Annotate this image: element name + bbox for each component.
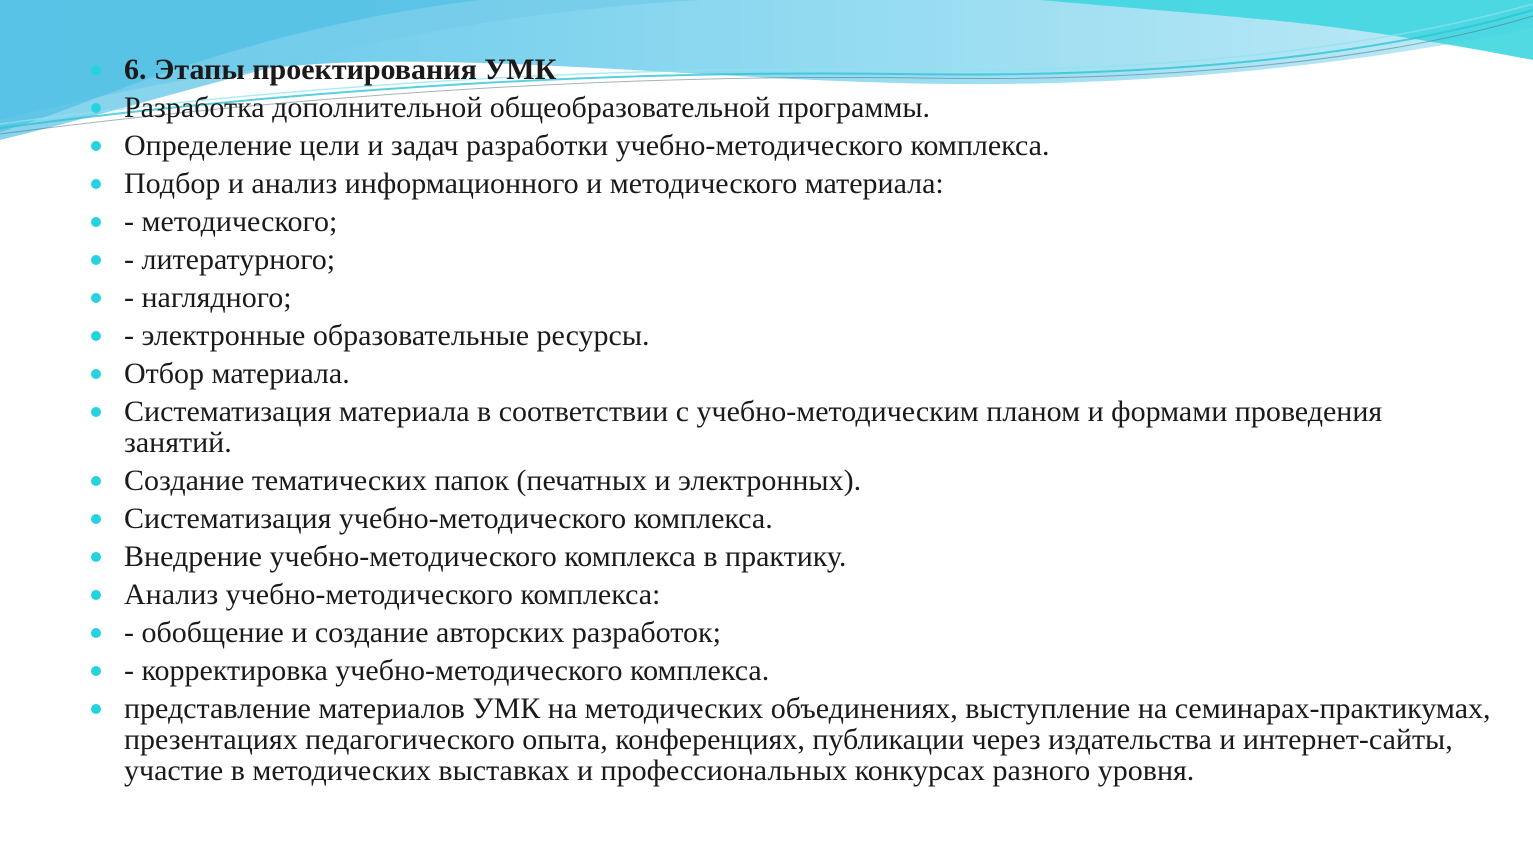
bullet-icon — [91, 590, 101, 600]
list-item — [0, 244, 1533, 275]
list-item — [0, 655, 1533, 686]
bullet-icon — [91, 628, 101, 638]
bullet-text: Определение цели и задач разработки учебно-методического комплекса. — [124, 129, 1050, 162]
bullet-text: представление материалов УМК на методических объединениях, выступление на семинарах-практикумах, презентациях педагогического опыта, конференциях, публикации через издательства и интернет-сайты, участие в методических выставках и профессиональных конкурсах разного уровня. — [124, 692, 1491, 787]
bullet-text: Подбор и анализ информационного и методического материала: — [124, 167, 944, 200]
bullet-text: Анализ учебно-методического комплекса: — [124, 578, 661, 611]
list-item — [0, 206, 1533, 237]
list-item — [0, 358, 1533, 389]
bullet-icon — [91, 476, 101, 486]
bullet-icon — [91, 255, 101, 265]
bullet-icon — [91, 407, 101, 417]
bullet-text: - наглядного; — [124, 281, 292, 314]
bullet-text: 6. Этапы проектирования УМК — [124, 53, 557, 86]
bullet-text: Систематизация материала в соответствии с учебно-методическим планом и формами проведения занятий. — [124, 395, 1383, 459]
list-item — [0, 465, 1533, 496]
bullet-text: Разработка дополнительной общеобразовательной программы. — [124, 91, 931, 124]
list-item — [0, 579, 1533, 610]
bullet-text: Внедрение учебно-методического комплекса в практику. — [124, 540, 847, 573]
bullet-icon — [91, 179, 101, 189]
bullet-icon — [91, 293, 101, 303]
bullet-text: - обобщение и создание авторских разработок; — [124, 616, 721, 649]
list-item — [0, 92, 1533, 123]
bullet-icon — [91, 141, 101, 151]
bullet-text: - методического; — [124, 205, 338, 238]
bullet-text: - корректировка учебно-методического комплекса. — [124, 654, 770, 687]
list-item — [0, 617, 1533, 648]
list-item — [0, 168, 1533, 199]
bullet-icon — [91, 369, 101, 379]
bullet-icon — [91, 704, 101, 714]
bullet-icon — [91, 552, 101, 562]
bullet-icon — [91, 331, 101, 341]
bullet-icon — [91, 666, 101, 676]
bullet-icon — [91, 65, 101, 75]
bullet-text: Создание тематических папок (печатных и электронных). — [124, 464, 862, 497]
bullet-icon — [91, 103, 101, 113]
bullet-list — [0, 54, 1533, 793]
bullet-text: Систематизация учебно-методического комплекса. — [124, 502, 773, 535]
list-item — [0, 282, 1533, 313]
list-item — [0, 503, 1533, 534]
slide-heading — [0, 54, 1533, 85]
list-item — [0, 396, 1533, 458]
list-item — [0, 693, 1533, 786]
bullet-text: Отбор материала. — [124, 357, 350, 390]
list-item — [0, 130, 1533, 161]
bullet-text: - литературного; — [124, 243, 336, 276]
list-item — [0, 541, 1533, 572]
bullet-icon — [91, 514, 101, 524]
list-item — [0, 320, 1533, 351]
bullet-icon — [91, 217, 101, 227]
bullet-text: - электронные образовательные ресурсы. — [124, 319, 650, 352]
